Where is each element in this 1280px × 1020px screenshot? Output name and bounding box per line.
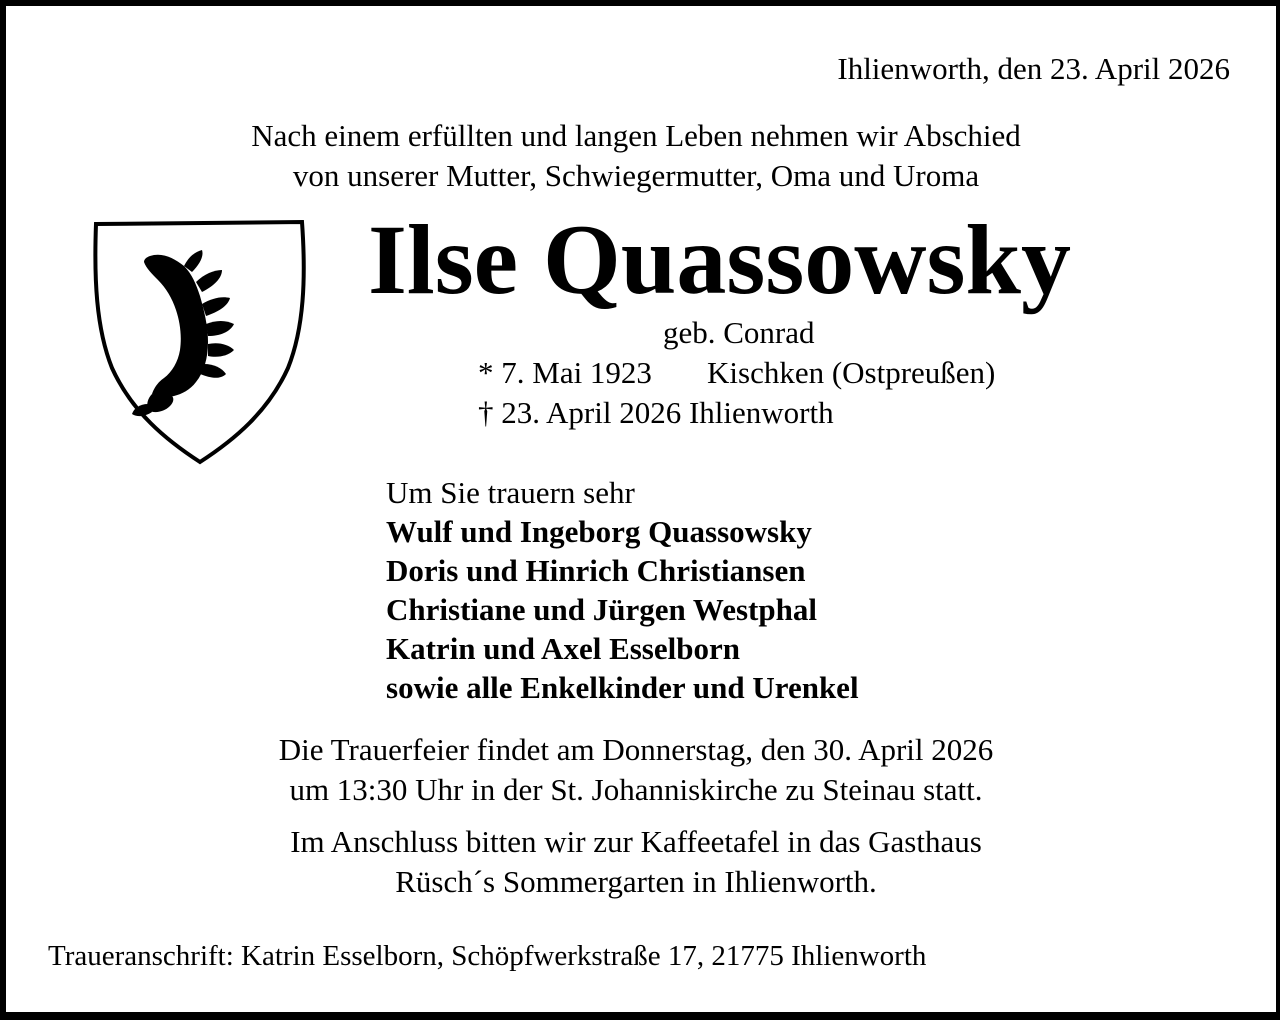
coffee-line-1: Im Anschluss bitten wir zur Kaffeetafel in das Gasthaus	[290, 824, 982, 859]
coffee-line-2: Rüsch´s Sommergarten in Ihlienworth.	[395, 864, 877, 899]
intro-line-1: Nach einem erfüllten und langen Leben nehmen wir Abschied	[251, 118, 1021, 153]
birth-place: Kischken (Ostpreußen)	[707, 355, 996, 390]
mourner-family: Doris und Hinrich Christiansen	[386, 553, 806, 588]
mourner-family: Katrin und Axel Esselborn	[386, 631, 740, 666]
ceremony-line-1: Die Trauerfeier findet am Donnerstag, den 30. April 2026	[278, 732, 994, 767]
mourner-family: Christiane und Jürgen Westphal	[386, 592, 817, 627]
mourning-address: Traueranschrift: Katrin Esselborn, Schöpfwerkstraße 17, 21775 Ihlienworth	[48, 940, 927, 972]
death-date-place: † 23. April 2026 Ihlienworth	[478, 395, 834, 430]
coffee-text	[0, 822, 1272, 902]
mourner-family: sowie alle Enkelkinder und Urenkel	[386, 670, 859, 705]
mourners-lead: Um Sie trauern sehr	[386, 475, 635, 510]
intro-text	[0, 116, 1272, 196]
ceremony-text	[0, 730, 1272, 810]
intro-line-2: von unserer Mutter, Schwiegermutter, Oma und Uroma	[292, 158, 980, 193]
coat-of-arms-elk-antler-icon	[92, 218, 308, 466]
birth-date: * 7. Mai 1923	[478, 355, 652, 390]
mourner-family: Wulf und Ingeborg Quassowsky	[386, 514, 812, 549]
maiden-name: geb. Conrad	[663, 315, 815, 350]
ceremony-line-2: um 13:30 Uhr in der St. Johanniskirche zu Steinau statt.	[289, 772, 983, 807]
deceased-name: Ilse Quassowsky	[368, 204, 1071, 315]
mourners-block	[386, 473, 859, 707]
place-date: Ihlienworth, den 23. April 2026	[837, 51, 1230, 86]
